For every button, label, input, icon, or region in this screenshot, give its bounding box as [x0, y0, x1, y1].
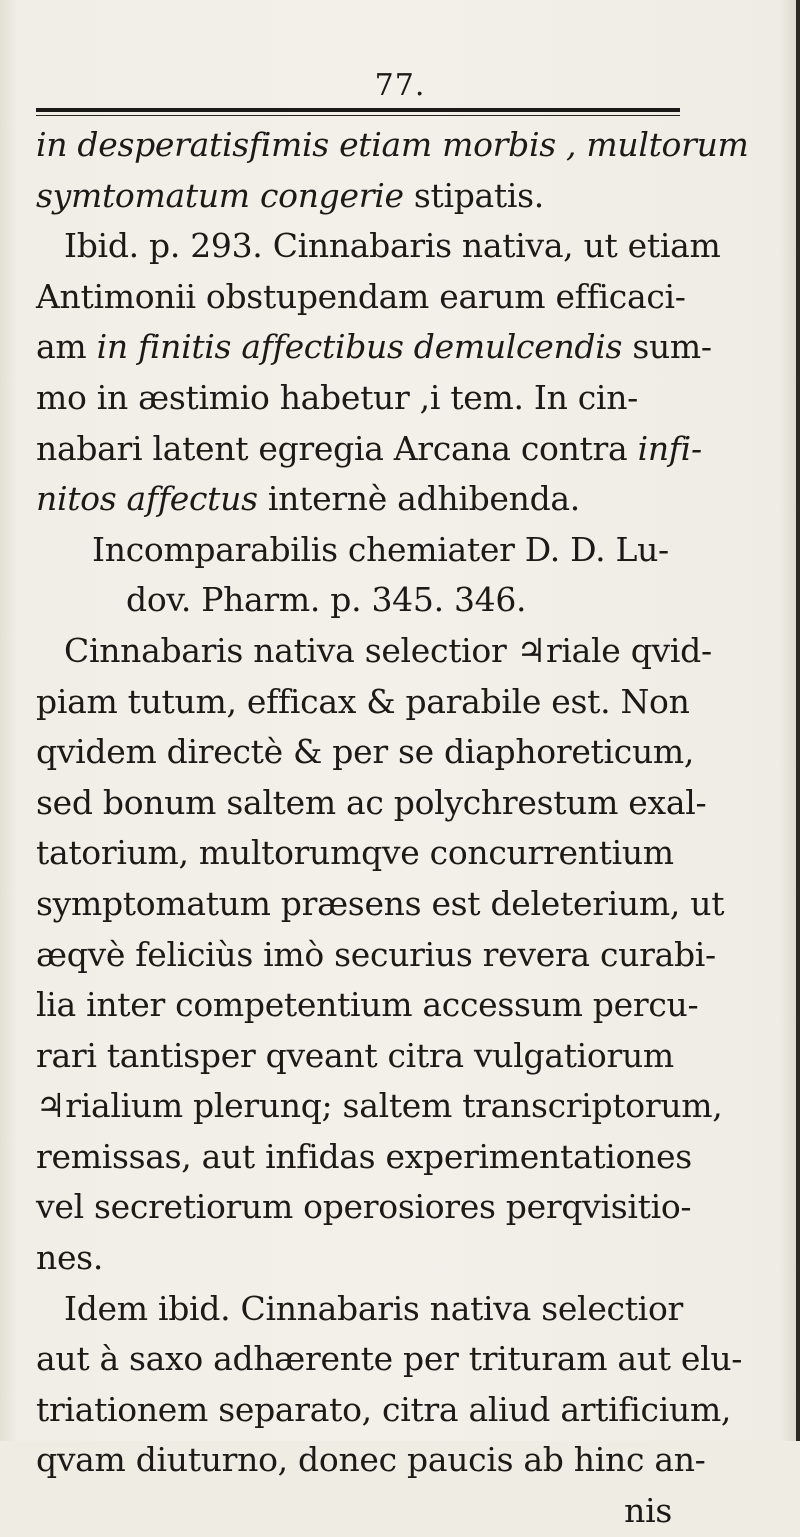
text-run: in finitis affectibus demulcendis: [96, 327, 623, 367]
text-line: [36, 1081, 723, 1132]
text-line: [36, 1132, 696, 1183]
text-line: [36, 525, 696, 576]
text-line: [36, 1435, 706, 1486]
text-run: tatorium, multorumqve concurrentium: [36, 833, 674, 873]
text-run: Ibid. p. 293. Cinnabaris nativa, ut etiam: [64, 226, 721, 266]
text-run: remissas, aut infidas experimentationes: [36, 1136, 692, 1176]
page-number: 77.: [374, 68, 426, 103]
text-run: rari tantisper qveant citra vulgatiorum: [36, 1035, 674, 1075]
text-run: triationem separato, citra aliud artificium,: [36, 1389, 732, 1429]
text-line: [36, 980, 699, 1031]
text-line: [36, 828, 696, 879]
text-run: qvam diuturno, donec paucis ab hinc an-: [36, 1440, 706, 1480]
text-run: infi-: [637, 428, 702, 468]
text-run: stipatis.: [403, 175, 544, 215]
text-run: in desperatisfimis etiam morbis , multorum: [36, 125, 749, 164]
text-run: nabari latent egregia Arcana contra: [36, 428, 638, 468]
text-line: [36, 930, 716, 981]
text-line: [36, 1486, 696, 1537]
text-line: [36, 677, 696, 728]
text-run: aut à saxo adhærente per trituram aut elu-: [36, 1339, 743, 1379]
text-run: dov. Pharm. p. 345. 346.: [126, 580, 527, 620]
text-line: [36, 879, 725, 930]
text-run: lia inter competentium accessum percu-: [36, 985, 699, 1025]
header-rule: [36, 108, 680, 112]
text-run: vel secretiorum operosiores perqvisitio-: [36, 1187, 692, 1227]
text-line: [36, 626, 712, 677]
text-run: Cinnabaris nativa selectior ♃riale qvid-: [64, 630, 712, 670]
text-line: [36, 1031, 696, 1082]
body-text: [36, 120, 749, 1537]
text-line: [36, 1182, 696, 1233]
text-line: [36, 1385, 732, 1436]
text-run: piam tutum, efficax & parabile est. Non: [36, 681, 690, 721]
text-line: [36, 322, 712, 373]
text-run: am: [36, 327, 97, 367]
text-run: nes.: [36, 1238, 104, 1278]
text-line: [36, 1233, 696, 1284]
text-run: symtomatum congerie: [36, 175, 404, 215]
text-run: mo in æstimio habetur ,i tem. In cin-: [36, 377, 638, 417]
text-line: [36, 1334, 743, 1385]
text-run: Idem ibid. Cinnabaris nativa selectior: [64, 1288, 683, 1328]
text-line: [36, 575, 696, 626]
text-run: qvidem directè & per se diaphoreticum,: [36, 732, 695, 772]
text-line: [36, 120, 749, 171]
text-run: nitos affectus: [36, 479, 258, 519]
text-line: [36, 272, 696, 323]
text-line: [36, 424, 702, 475]
text-line: [36, 221, 721, 272]
text-line: [36, 474, 696, 525]
text-run: æqvè feliciùs imò securius revera curabi-: [36, 934, 716, 974]
text-run: nis: [624, 1491, 672, 1531]
text-run: sed bonum saltem ac polychrestum exal-: [36, 782, 707, 822]
text-run: Incomparabilis chemiater D. D. Lu-: [92, 529, 669, 569]
text-line: [36, 171, 696, 222]
text-line: [36, 778, 707, 829]
text-line: [36, 727, 696, 778]
text-run: symptomatum præsens est deleterium, ut: [36, 883, 725, 923]
text-line: [36, 373, 696, 424]
text-run: sum-: [622, 327, 712, 367]
text-run: Antimonii obstupendam earum efficaci-: [36, 276, 686, 316]
header-rule-thin: [36, 115, 680, 116]
text-run: internè adhibenda.: [257, 479, 580, 519]
text-line: [36, 1284, 696, 1335]
text-run: ♃rialium plerunq; saltem transcriptorum,: [36, 1086, 723, 1126]
page-edge-shadow: [796, 0, 800, 1441]
